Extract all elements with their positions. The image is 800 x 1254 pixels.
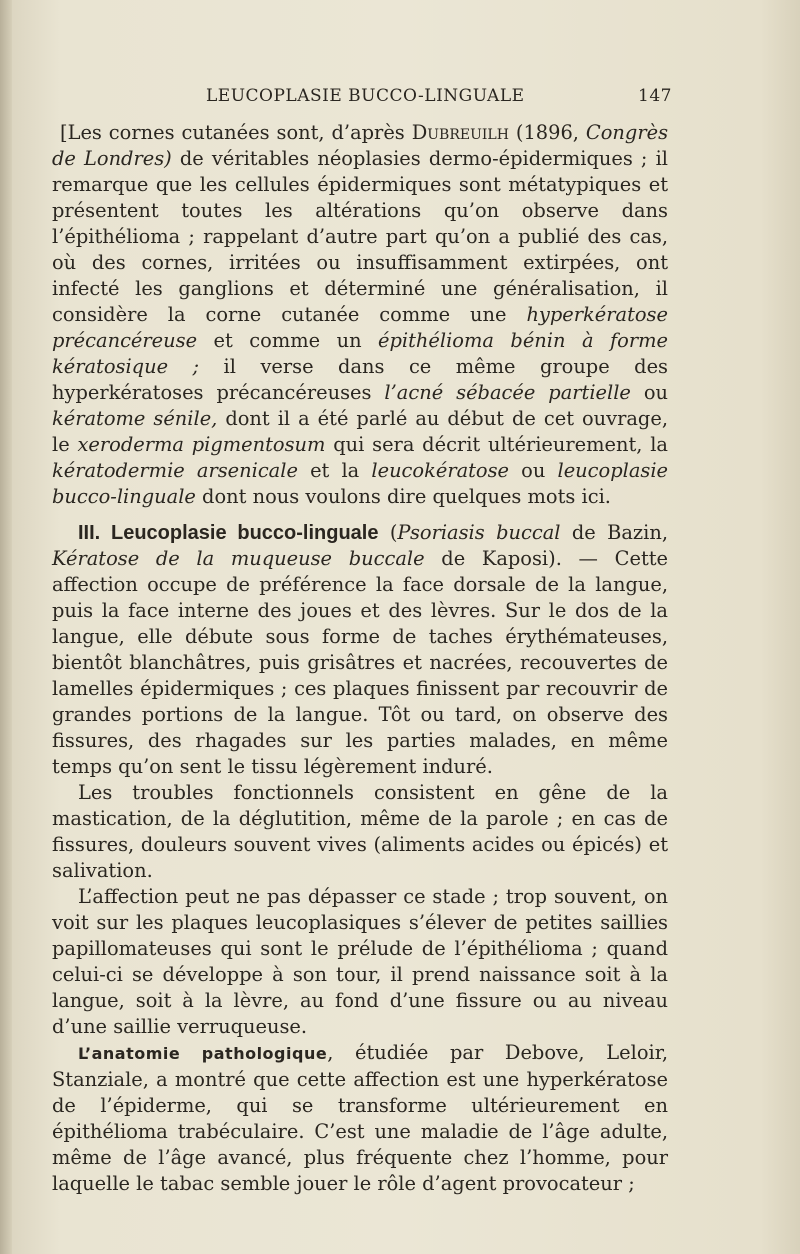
section-heading: III. Leucoplasie bucco-linguale (78, 522, 379, 544)
italic-run: Kératose de la muqueuse buccale (52, 547, 425, 570)
text-run: de Bazin, (560, 521, 668, 544)
italic-run: hyperkératose précancéreuse (52, 303, 668, 352)
italic-run: leucoplasie bucco-linguale (52, 459, 669, 508)
text-run: qui sera décrit ultérieurement, la (325, 433, 668, 456)
text-run: ou (509, 459, 558, 482)
italic-run: leucokératose (371, 459, 510, 482)
text-run: il verse dans ce même groupe des hyperkératoses précancéreuses (52, 355, 669, 404)
paragraph-section-leucoplasie (52, 520, 668, 780)
text-run: ( (378, 521, 398, 544)
text-run: et la (297, 459, 372, 482)
running-title: LEUCOPLASIE BUCCO-LINGUALE (206, 86, 525, 106)
text-run: dont il a été parlé au début de cet ouvrage, le (52, 407, 668, 456)
paragraph-troubles: Les troubles fonctionnels consistent en gêne de la mastication, de la déglutition, même de la parole ; en cas de fissures, douleurs souvent vives (aliments acides ou épicés) et salivation. (52, 781, 668, 882)
paragraph-anatomie (52, 1040, 668, 1197)
italic-run: kératome sénile, (52, 407, 218, 430)
author-name: Dubreuilh (411, 121, 509, 144)
paragraph-affection: L’affection peut ne pas dépasser ce stade ; trop souvent, on voit sur les plaques leucoplasiques s’élever de petites saillies papillomateuses qui sont le prélude de l’épithélioma ; quand celui-ci se développe à son tour, il prend naissance soit à la langue, soit à la lèvre, au fond d’une fissure ou au niveau d’une saillie verruqueuse. (52, 885, 668, 1038)
page-number: 147 (638, 86, 672, 106)
text-run: dont nous voulons dire quelques mots ici. (195, 485, 611, 508)
text-run: ou (630, 381, 668, 404)
italic-run: l’acné sébacée partielle (384, 381, 631, 404)
text-run: [Les cornes cutanées sont, d’après (60, 121, 412, 144)
italic-run: xeroderma pigmentosum (77, 433, 326, 456)
italic-run: Congrès de Londres) (52, 121, 669, 170)
running-header (52, 86, 672, 110)
text-run: (1896, (508, 121, 586, 144)
italic-run: épithélioma bénin à forme kératosique ; (52, 329, 668, 378)
paragraph-cornes-cutanees (52, 120, 668, 510)
italic-run: Psoriasis buccal (397, 521, 561, 544)
text-run: de véritables néoplasies dermo-épidermiques ; il remarque que les cellules épidermiques sont métatypiques et présentent toutes les altérations qu’on observe dans l’épithélioma ; rappelant d’autre part qu’on a publié des cas, où des cornes, irritées ou insuffisamment extirpées, ont infecté les ganglions et déterminé une généralisation, il considère la corne cutanée comme une (52, 147, 669, 326)
text-run: , étudiée par Debove, Leloir, Stanziale, a montré que cette affection est une hyperkératose de l’épiderme, qui se transforme ultérieurement en épithélioma trabéculaire. C’est une maladie de l’âge adulte, même de l’âge avancé, plus fréquente chez l’homme, pour laquelle le tabac semble jouer le rôle d’agent provocateur ; (52, 1041, 668, 1195)
body-text (52, 120, 668, 1197)
page-binding-shadow (0, 0, 12, 1254)
text-run: et comme un (197, 329, 379, 352)
italic-run: kératodermie arsenicale (52, 459, 298, 482)
text-run: de Kaposi). — Cette affection occupe de préférence la face dorsale de la langue, puis la face interne des joues et des lèvres. Sur le dos de la langue, elle débute sous forme de taches érythémateuses, bientôt blanchâtres, puis grisâtres et nacrées, recouvertes de lamelles épidermiques ; ces plaques finissent par recouvrir de grandes portions de la langue. Tôt ou tard, on observe des fissures, des rhagades sur les parties malades, en même temps qu’on sent le tissu légèrement induré. (52, 547, 668, 778)
bold-run: L’anatomie pathologique (78, 1044, 328, 1063)
